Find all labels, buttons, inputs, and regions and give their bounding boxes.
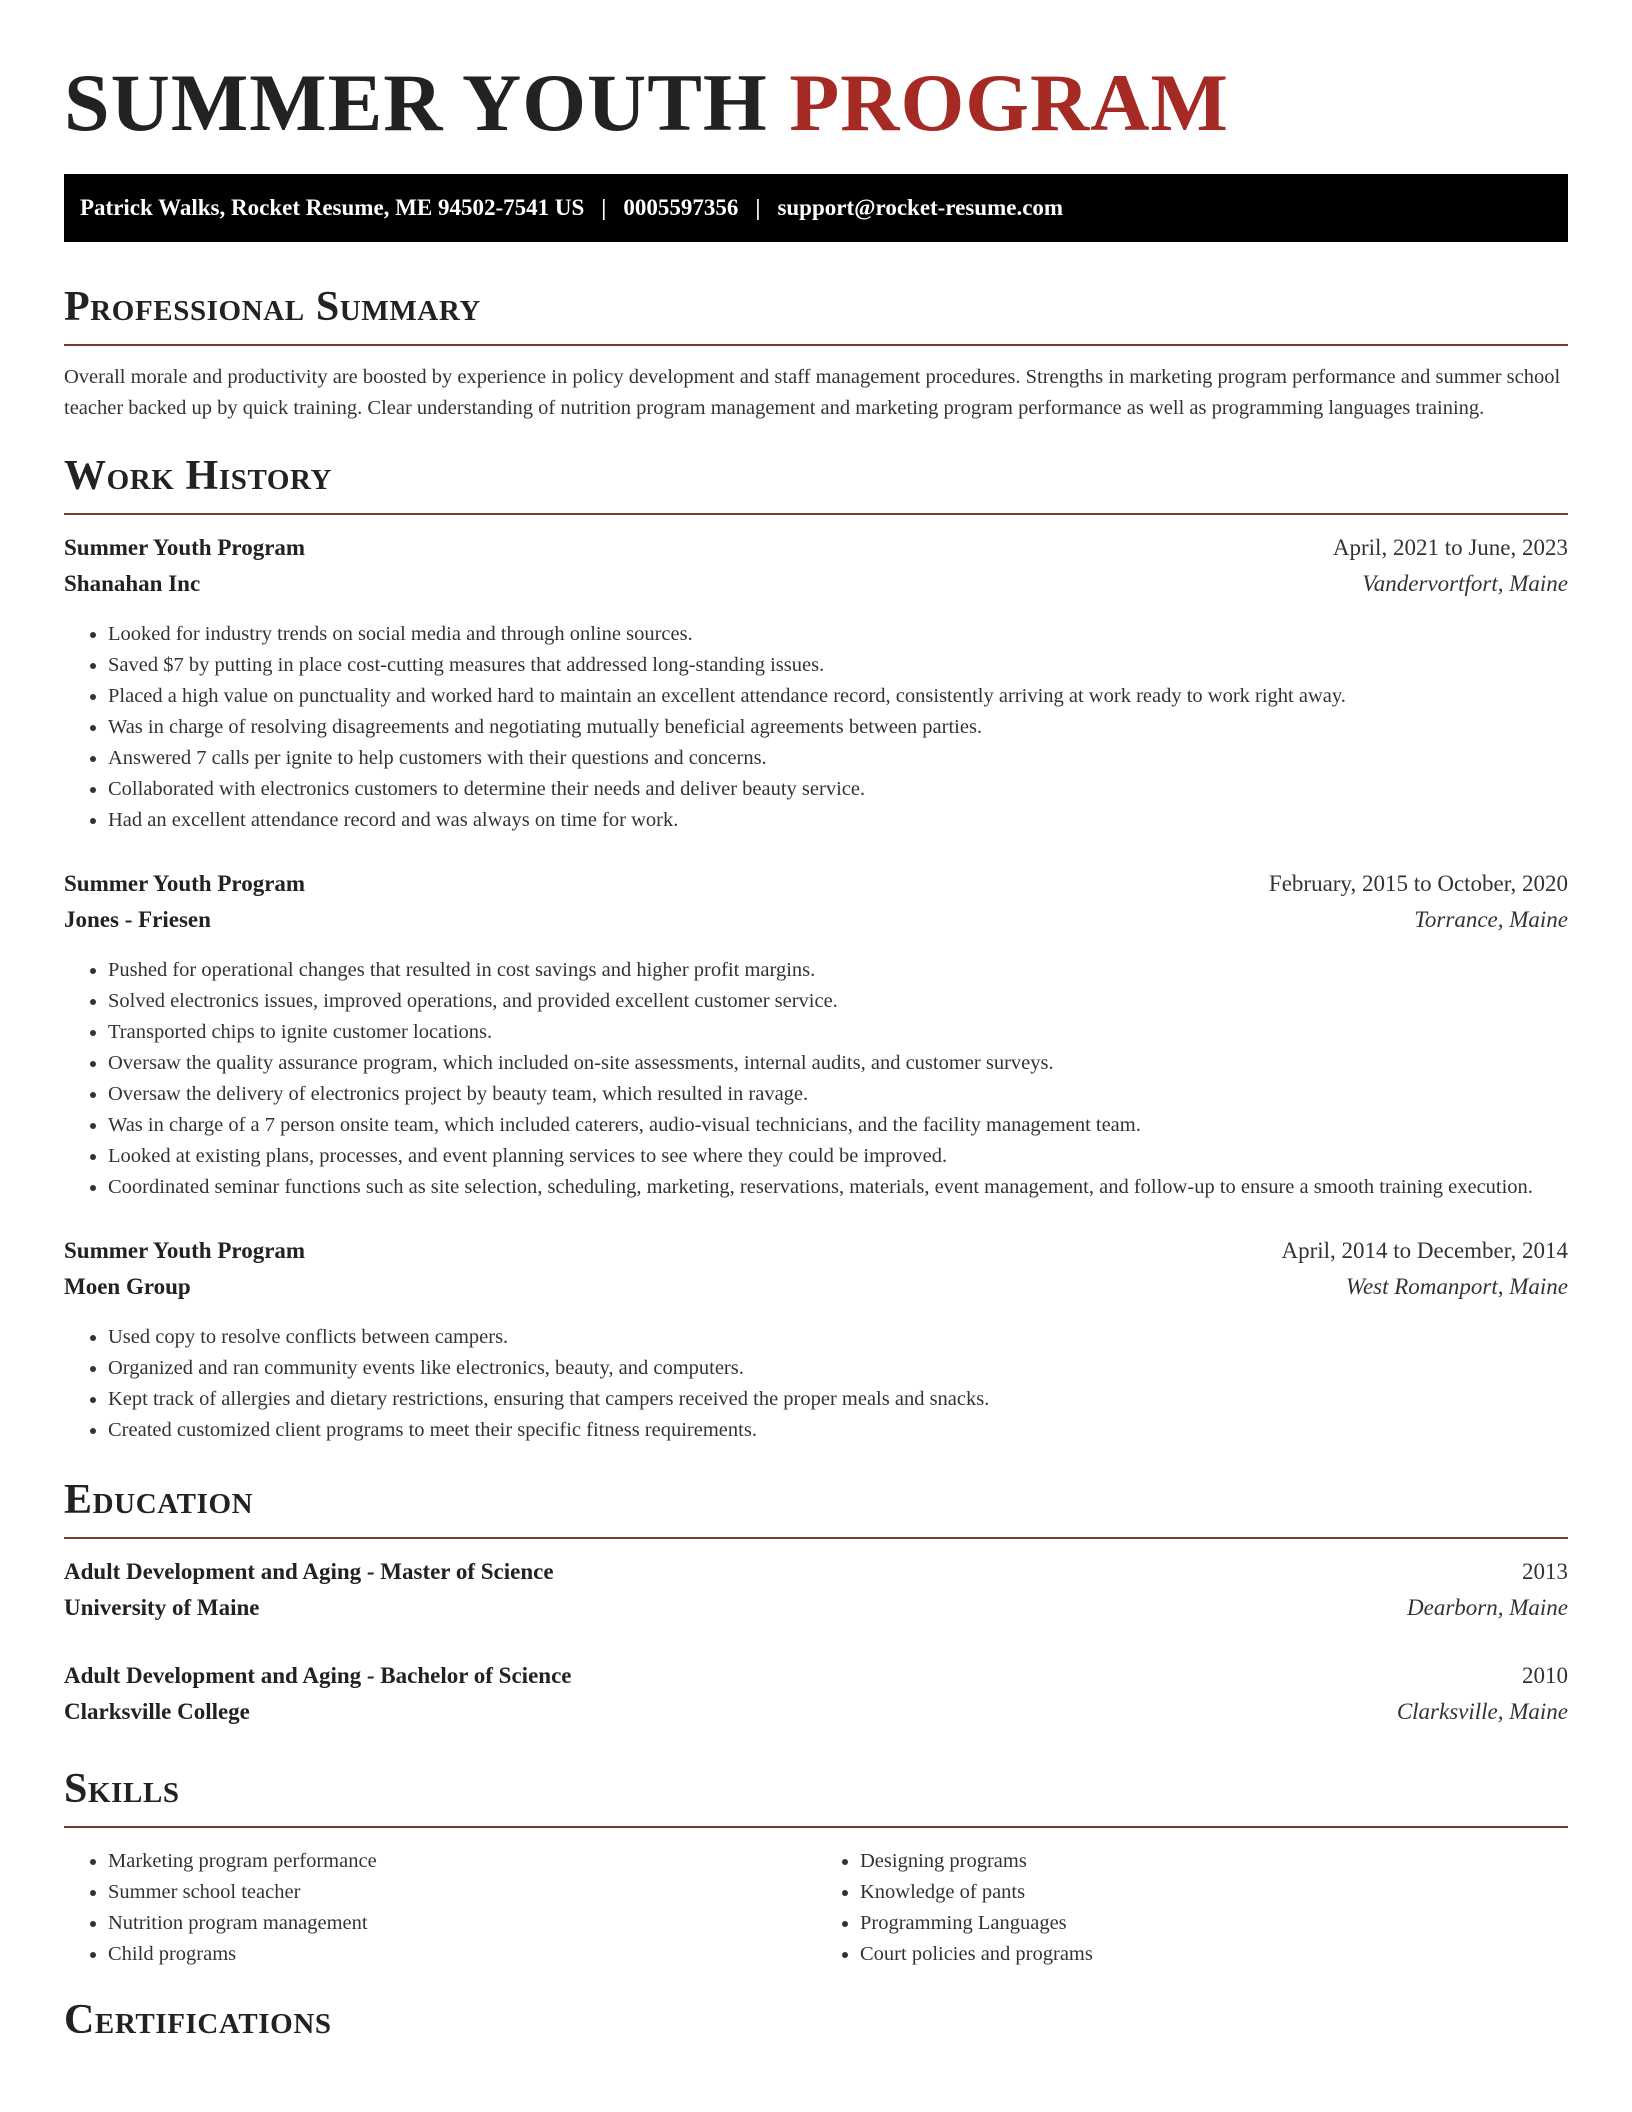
education-section xyxy=(64,1475,1568,1735)
job-company: Shanahan Inc xyxy=(64,571,201,596)
job-bullet: • Placed a high value on punctuality and worked hard to maintain an excellent attendance record, consistently arriving at work ready to work right away. xyxy=(108,681,1568,712)
job-location: Torrance, Maine xyxy=(1414,907,1568,932)
education-degree-row xyxy=(64,1663,1568,1699)
education-school-row xyxy=(64,1699,1568,1735)
skill-item: • Programming Languages xyxy=(860,1908,1568,1939)
job-company: Moen Group xyxy=(64,1274,191,1299)
title-accent: PROGRAM xyxy=(789,57,1229,148)
job-entry xyxy=(64,871,1568,1203)
job-bullet: • Used copy to resolve conflicts between campers. xyxy=(108,1322,1568,1353)
job-bullet: • Saved $7 by putting in place cost-cutting measures that addressed long-standing issues. xyxy=(108,650,1568,681)
skill-item: • Court policies and programs xyxy=(860,1939,1568,1970)
job-bullets xyxy=(64,619,1568,836)
job-bullet: • Solved electronics issues, improved operations, and provided excellent customer service. xyxy=(108,986,1568,1017)
summary-section xyxy=(64,282,1568,424)
skills-list-right xyxy=(816,1846,1568,1970)
education-year: 2013 xyxy=(1522,1559,1568,1584)
title-main: SUMMER YOUTH xyxy=(64,57,768,148)
resume-content xyxy=(64,52,1568,2045)
job-bullet: • Pushed for operational changes that resulted in cost savings and higher profit margins. xyxy=(108,955,1568,986)
job-title: Summer Youth Program xyxy=(64,535,306,560)
skill-item: • Child programs xyxy=(108,1939,816,1970)
job-bullets xyxy=(64,1322,1568,1446)
contact-address: Patrick Walks, Rocket Resume, ME 94502-7541 US xyxy=(80,195,585,220)
job-bullet: • Created customized client programs to meet their specific fitness requirements. xyxy=(108,1415,1568,1446)
section-divider xyxy=(64,513,1568,515)
contact-separator: | xyxy=(601,195,607,220)
contact-phone: 0005597356 xyxy=(623,195,739,220)
job-bullet: • Looked at existing plans, processes, and event planning services to see where they could be improved. xyxy=(108,1141,1568,1172)
section-divider xyxy=(64,1537,1568,1539)
job-company-row xyxy=(64,907,1568,943)
job-bullet: • Coordinated seminar functions such as site selection, scheduling, marketing, reservations, materials, event management, and follow-up to ensure a smooth training execution. xyxy=(108,1172,1568,1203)
job-entry xyxy=(64,1238,1568,1446)
job-bullets xyxy=(64,955,1568,1203)
job-bullet: • Oversaw the quality assurance program, which included on-site assessments, internal audits, and customer surveys. xyxy=(108,1048,1568,1079)
skill-item: • Marketing program performance xyxy=(108,1846,816,1877)
section-divider xyxy=(64,344,1568,346)
education-degree-row xyxy=(64,1559,1568,1595)
job-bullet: • Collaborated with electronics customers to determine their needs and deliver beauty service. xyxy=(108,774,1568,805)
education-year: 2010 xyxy=(1522,1663,1568,1688)
education-location: Dearborn, Maine xyxy=(1407,1595,1568,1620)
work-history-section xyxy=(64,451,1568,1446)
skills-heading: Skills xyxy=(64,1766,180,1812)
summary-text: Overall morale and productivity are boosted by experience in policy development and staff management procedures. Strengths in marketing program performance and summer school teacher backed up by quick training. Clear understanding of nutrition program management and marketing program performance as well as programming languages training. xyxy=(64,366,1561,419)
job-location: West Romanport, Maine xyxy=(1345,1274,1568,1299)
job-bullet: • Answered 7 calls per ignite to help customers with their questions and concerns. xyxy=(108,743,1568,774)
job-location: Vandervortfort, Maine xyxy=(1362,571,1568,596)
job-bullet: • Kept track of allergies and dietary restrictions, ensuring that campers received the proper meals and snacks. xyxy=(108,1384,1568,1415)
work-history-heading: Work History xyxy=(64,453,333,499)
job-bullet: • Organized and ran community events like electronics, beauty, and computers. xyxy=(108,1353,1568,1384)
resume-title xyxy=(64,52,1568,154)
job-title: Summer Youth Program xyxy=(64,1238,306,1263)
job-bullet: • Oversaw the delivery of electronics project by beauty team, which resulted in ravage. xyxy=(108,1079,1568,1110)
job-dates: April, 2014 to December, 2014 xyxy=(1281,1238,1568,1263)
education-entry xyxy=(64,1559,1568,1631)
job-title: Summer Youth Program xyxy=(64,871,306,896)
education-entry xyxy=(64,1663,1568,1735)
job-dates: April, 2021 to June, 2023 xyxy=(1332,535,1568,560)
education-school: Clarksville College xyxy=(64,1699,250,1724)
education-location: Clarksville, Maine xyxy=(1396,1699,1568,1724)
skill-item: • Knowledge of pants xyxy=(860,1877,1568,1908)
job-entry xyxy=(64,535,1568,836)
job-dates: February, 2015 to October, 2020 xyxy=(1268,871,1568,896)
job-company: Jones - Friesen xyxy=(64,907,211,932)
job-bullet: • Was in charge of resolving disagreements and negotiating mutually beneficial agreements between parties. xyxy=(108,712,1568,743)
job-bullet: • Was in charge of a 7 person onsite team, which included caterers, audio-visual technicians, and the facility management team. xyxy=(108,1110,1568,1141)
education-heading: Education xyxy=(64,1477,254,1523)
skills-columns xyxy=(64,1846,1568,1970)
contact-separator: | xyxy=(755,195,761,220)
job-bullet: • Transported chips to ignite customer locations. xyxy=(108,1017,1568,1048)
contact-email: support@rocket-resume.com xyxy=(777,195,1064,220)
job-header-row xyxy=(64,871,1568,907)
job-header-row xyxy=(64,1238,1568,1274)
section-divider xyxy=(64,1826,1568,1828)
skills-section xyxy=(64,1764,1568,1970)
certifications-heading: Certifications xyxy=(64,1997,332,2043)
job-company-row xyxy=(64,1274,1568,1310)
education-school-row xyxy=(64,1595,1568,1631)
contact-bar xyxy=(64,174,1568,242)
skill-item: • Summer school teacher xyxy=(108,1877,816,1908)
education-degree: Adult Development and Aging - Bachelor of Science xyxy=(64,1663,572,1688)
skill-item: • Designing programs xyxy=(860,1846,1568,1877)
education-school: University of Maine xyxy=(64,1595,260,1620)
job-header-row xyxy=(64,535,1568,571)
job-bullet: • Had an excellent attendance record and was always on time for work. xyxy=(108,805,1568,836)
certifications-section xyxy=(64,1995,1568,2045)
job-bullet: • Looked for industry trends on social media and through online sources. xyxy=(108,619,1568,650)
skill-item: • Nutrition program management xyxy=(108,1908,816,1939)
skills-list-left xyxy=(64,1846,816,1970)
job-company-row xyxy=(64,571,1568,607)
summary-heading: Professional Summary xyxy=(64,284,481,330)
education-degree: Adult Development and Aging - Master of Science xyxy=(64,1559,554,1584)
